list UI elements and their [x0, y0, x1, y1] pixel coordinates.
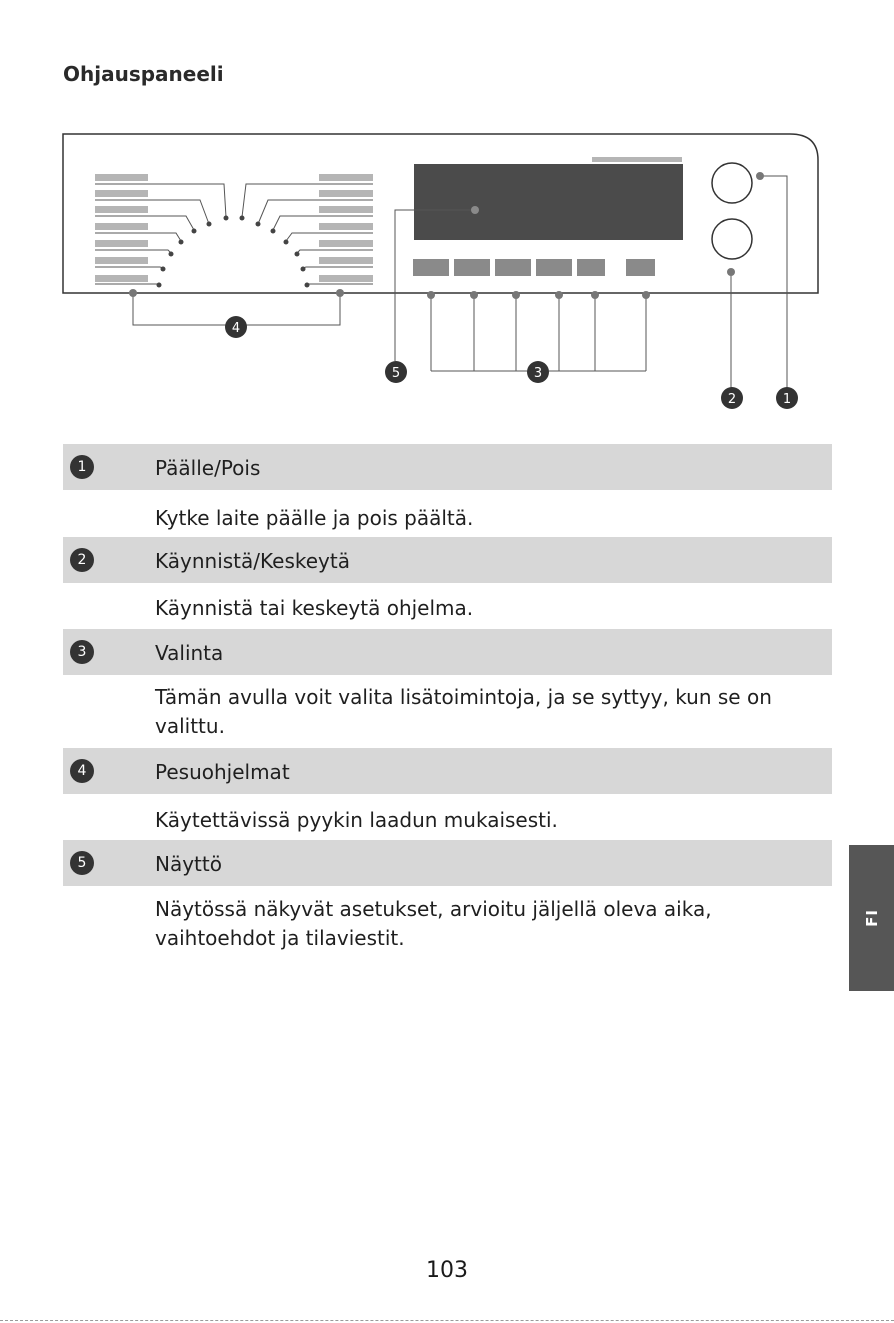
display-label-bar [592, 157, 682, 162]
callout-2-label: 2 [727, 392, 737, 407]
item-5-badge: 5 [70, 851, 94, 875]
item-1-title: Päälle/Pois [155, 456, 261, 480]
page-title: Ohjauspaneeli [63, 62, 224, 86]
callout-5-label: 5 [391, 366, 401, 381]
start-pause-knob [712, 219, 752, 259]
item-2-description: Käynnistä tai keskeytä ohjelma. [155, 596, 474, 620]
item-4-description: Käytettävissä pyykin laadun mukaisesti. [155, 808, 558, 832]
power-knob [712, 163, 752, 203]
item-4-title: Pesuohjelmat [155, 760, 290, 784]
item-4-header [63, 748, 832, 794]
item-2-title: Käynnistä/Keskeytä [155, 549, 350, 573]
control-panel-diagram [0, 120, 894, 420]
callout-3-label: 3 [533, 366, 543, 381]
item-2-badge: 2 [70, 548, 94, 572]
display-screen [414, 164, 683, 240]
callout-3-lines [431, 295, 646, 371]
item-1-badge: 1 [70, 455, 94, 479]
page-number: 103 [426, 1258, 468, 1283]
item-5-title: Näyttö [155, 852, 222, 876]
language-tab [849, 845, 894, 991]
item-1-description: Kytke laite päälle ja pois päältä. [155, 506, 474, 530]
item-3-badge: 3 [70, 640, 94, 664]
item-5-header [63, 840, 832, 886]
item-4-badge: 4 [70, 759, 94, 783]
item-2-header [63, 537, 832, 583]
callout-4-label: 4 [231, 321, 241, 336]
item-5-description: Näytössä näkyvät asetukset, arvioitu jäljellä oleva aika, vaihtoehdot ja tilaviestit. [155, 897, 712, 950]
item-1-header [63, 444, 832, 490]
callout-1-label: 1 [782, 392, 792, 407]
item-3-description: Tämän avulla voit valita lisätoimintoja, ja se syttyy, kun se on valittu. [155, 685, 772, 738]
item-3-title: Valinta [155, 641, 224, 665]
bottom-rule [0, 1320, 894, 1321]
language-tab-label: FI [862, 909, 881, 927]
item-3-header [63, 629, 832, 675]
